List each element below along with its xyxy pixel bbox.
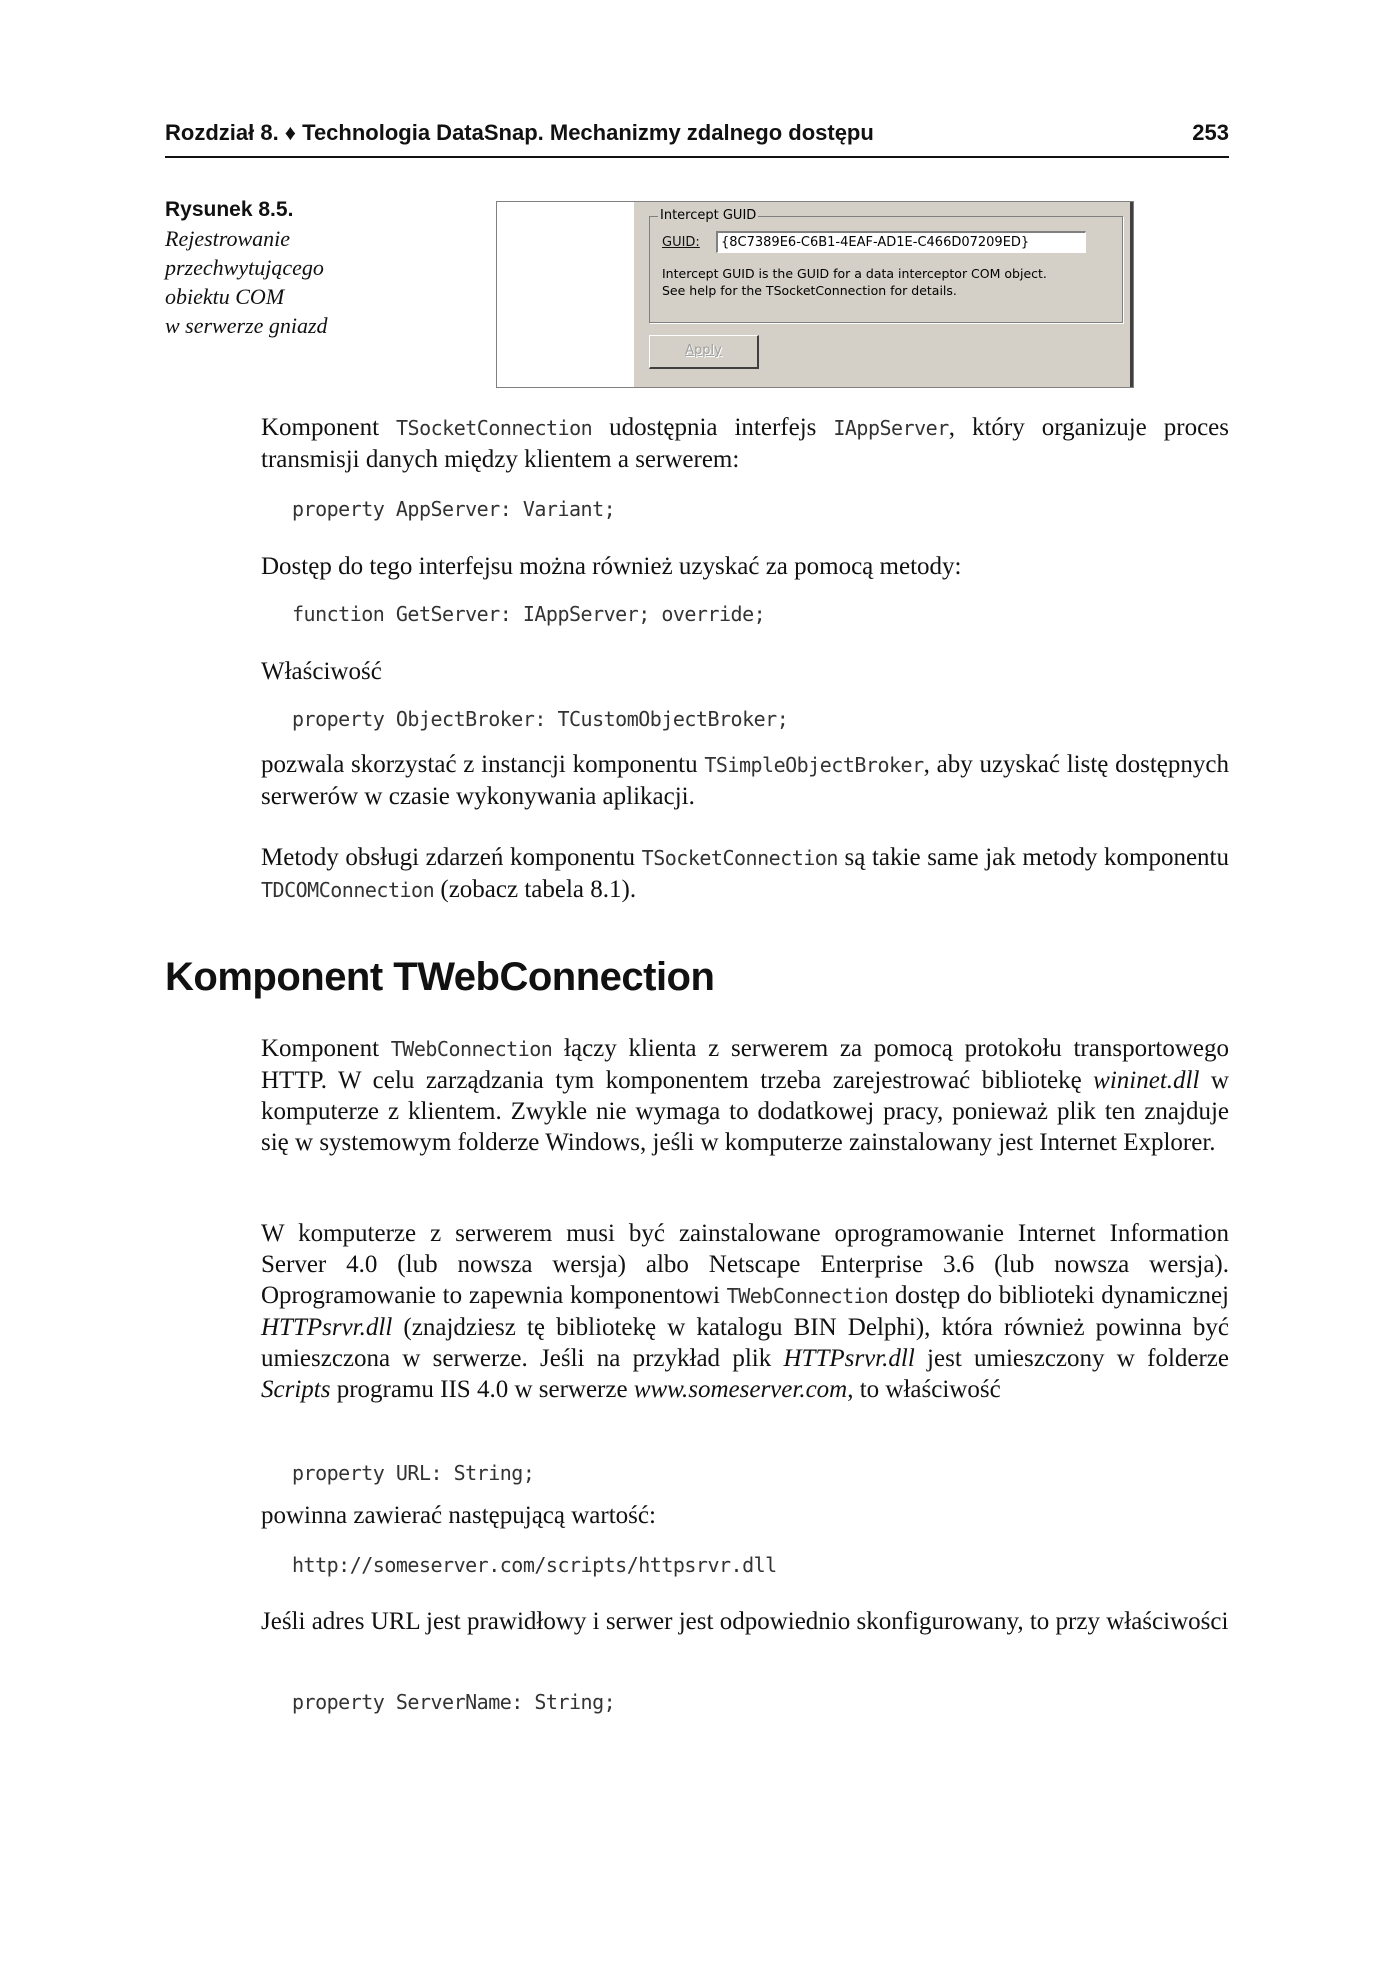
inline-code: TWebConnection: [726, 1284, 889, 1308]
text-run: Metody obsługi zdarzeń komponentu: [261, 844, 642, 871]
inline-code: IAppServer: [833, 416, 949, 440]
code-line: property URL: String;: [292, 1461, 535, 1485]
text-run: Jeśli adres URL jest prawidłowy i serwer jest odpowiednio skonfigurowany, to przy właściwości: [261, 1608, 1229, 1635]
caption-line: przechwytującego: [165, 255, 324, 280]
text-run: (znajdziesz tę bibliotekę w katalogu BIN Delphi), która również powinna być umieszczona w serwerze. Jeśli na przykład plik: [261, 1314, 1229, 1372]
italic-text: www.someserver.com: [633, 1376, 848, 1403]
inline-code: TSocketConnection: [396, 416, 593, 440]
dialog-panel: [633, 202, 1133, 387]
code-line: property ServerName: String;: [292, 1690, 616, 1714]
paragraph: [261, 1606, 1229, 1637]
text-run: jest umieszczony w folderze: [914, 1345, 1229, 1372]
intercept-guid-group: [649, 208, 1123, 323]
text-run: programu IIS 4.0 w serwerze: [330, 1376, 634, 1403]
code-line: property ObjectBroker: TCustomObjectBroker;: [292, 707, 789, 731]
figure-screenshot: [496, 201, 1134, 388]
italic-text: Scripts: [261, 1376, 331, 1403]
text-run: W komputerze z serwerem musi być zainstalowane oprogramowanie Internet Information Server 4.0 (lub nowsza wersja) albo Netscape Enterprise 3.6 (lub nowsza wersja). Oprogramowanie to zapewnia komponentowi: [261, 1220, 1229, 1309]
paragraph: [261, 1500, 1229, 1531]
text-run: w komputerze z klientem. Zwykle nie wymaga to dodatkowej pracy, ponieważ plik ten znajduje się w systemowym folderze Windows, jeśli w komputerze zainstalowany jest Internet Explorer.: [261, 1067, 1229, 1156]
code-line: http://someserver.com/scripts/httpsrvr.dll: [292, 1553, 777, 1577]
paragraph: [261, 749, 1229, 812]
text-run: pozwala skorzystać z instancji komponentu: [261, 751, 705, 778]
italic-text: HTTPsrvr.dll: [261, 1314, 393, 1341]
inline-code: TDCOMConnection: [261, 878, 435, 902]
caption-line: w serwerze gniazd: [165, 313, 328, 338]
text-run: Komponent: [261, 414, 397, 441]
text-run: Właściwość: [261, 658, 382, 685]
paragraph: [261, 842, 1229, 906]
text-run: , który organizuje proces transmisji danych między klientem a serwerem:: [261, 414, 1229, 473]
caption-line: obiektu COM: [165, 284, 285, 309]
code-line: property AppServer: Variant;: [292, 497, 616, 521]
section-heading: Komponent TWebConnection: [165, 955, 715, 999]
guid-label: GUID:: [662, 235, 700, 250]
text-run: dostęp do biblioteki dynamicznej: [888, 1282, 1229, 1309]
paragraph: [261, 551, 1229, 582]
paragraph: [261, 412, 1229, 475]
group-title: Intercept GUID: [660, 208, 757, 223]
paragraph: [261, 656, 1229, 687]
paragraph: [261, 1033, 1229, 1158]
figure-caption: [165, 195, 365, 340]
text-run: powinna zawierać następującą wartość:: [261, 1502, 656, 1529]
description-line: See help for the TSocketConnection for details.: [662, 283, 957, 298]
chapter-title: Rozdział 8. ♦ Technologia DataSnap. Mechanizmy zdalnego dostępu: [165, 120, 874, 145]
inline-code: TSimpleObjectBroker: [704, 753, 924, 777]
page-number: 253: [1192, 120, 1229, 145]
italic-text: HTTPsrvr.dll: [783, 1345, 915, 1372]
text-run: Komponent: [261, 1035, 391, 1062]
text-run: łączy klienta z serwerem za pomocą protokołu transportowego HTTP. W celu zarządzania tym komponentem trzeba zarejestrować bibliotekę: [261, 1035, 1230, 1094]
group-description: [662, 265, 1047, 299]
apply-button[interactable]: Apply: [649, 335, 759, 369]
text-run: są takie same jak metody komponentu: [837, 844, 1229, 871]
inline-code: TSocketConnection: [641, 846, 838, 870]
caption-line: Rejestrowanie: [165, 226, 291, 251]
text-run: Dostęp do tego interfejsu można również uzyskać za pomocą metody:: [261, 553, 962, 580]
inline-code: TWebConnection: [390, 1037, 553, 1061]
running-header: [165, 120, 1229, 158]
guid-input[interactable]: {8C7389E6-C6B1-4EAF-AD1E-C466D07209ED}: [716, 231, 1086, 253]
description-line: Intercept GUID is the GUID for a data interceptor COM object.: [662, 266, 1047, 281]
paragraph: [261, 1218, 1229, 1405]
text-run: (zobacz tabela 8.1).: [434, 876, 637, 903]
figure-label: Rysunek 8.5.: [165, 198, 294, 221]
italic-text: wininet.dll: [1093, 1067, 1200, 1094]
text-run: , aby uzyskać listę dostępnych serwerów w czasie wykonywania aplikacji.: [261, 751, 1229, 810]
code-line: function GetServer: IAppServer; override;: [292, 602, 766, 626]
text-run: , to właściwość: [847, 1376, 1001, 1403]
text-run: udostępnia interfejs: [592, 414, 834, 441]
